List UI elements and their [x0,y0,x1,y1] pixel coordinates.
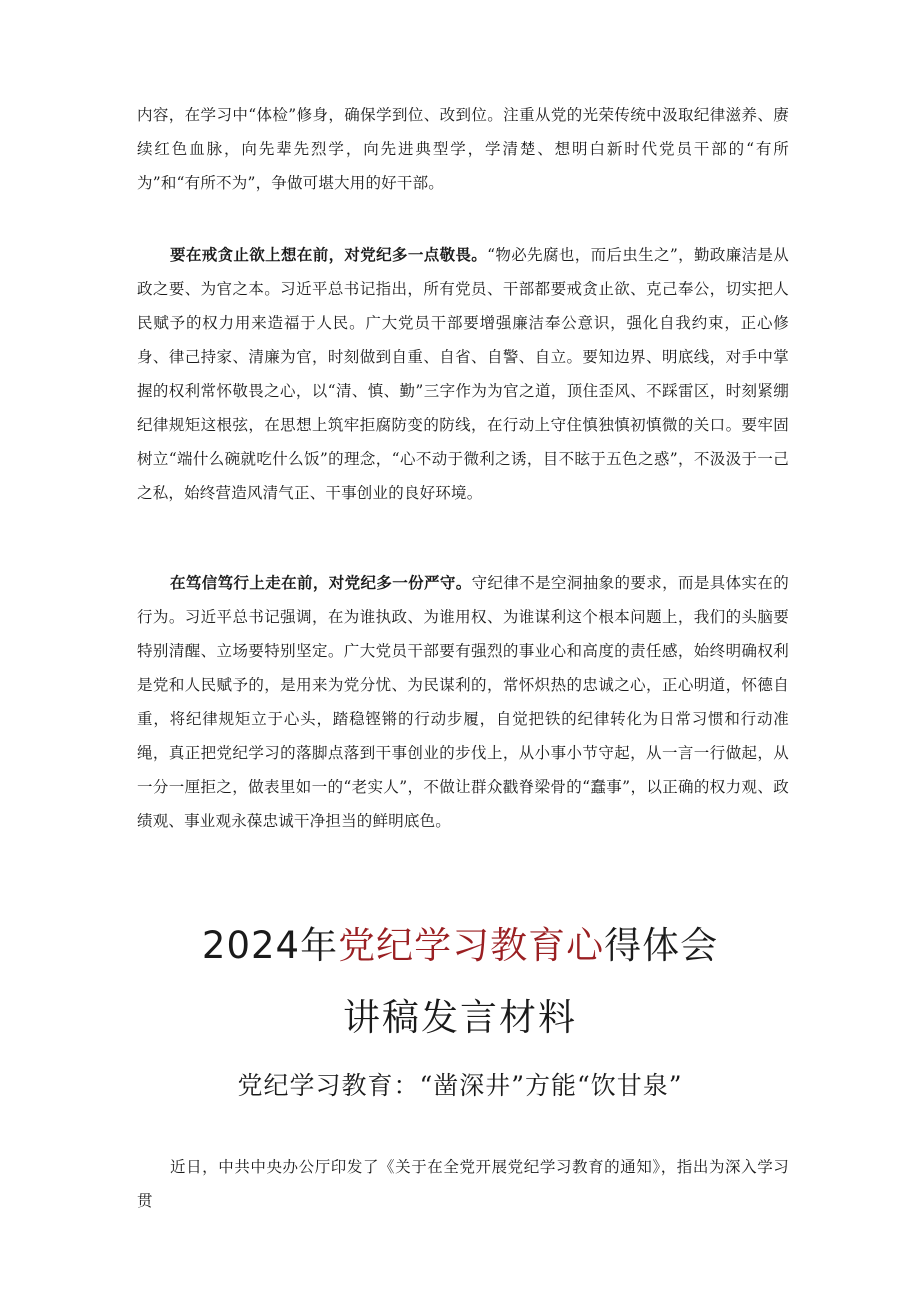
title-tail: 得体会 [604,924,719,967]
title-year: 2024年 [201,924,339,967]
paragraph-3-text: 守纪律不是空洞抽象的要求，而是具体实在的行为。习近平总书记强调，在为谁执政、为谁用权、为谁谋利这个根本问题上，我们的头脑要特别清醒、立场要特别坚定。广大党员干部要有强烈的事业心和高度的责任感，始终明确权利是党和人民赋予的，是用来为党分忧、为民谋利的，常怀炽热的忠诚之心，正心明道，怀德自重，将纪律规矩立于心头，踏稳铿锵的行动步履，自觉把铁的纪律转化为日常习惯和行动准绳，真正把党纪学习的落脚点落到干事创业的步伐上，从小事小节守起，从一言一行做起，从一分一厘拒之，做表里如一的“老实人”，不做让群众戳脊梁骨的“蠢事”，以正确的权力观、政绩观、事业观永葆忠诚干净担当的鲜明底色。 [137,574,789,830]
paragraph-3 [137,566,789,838]
paragraph-1 [137,98,789,200]
paragraph-2-lead: 要在戒贪止欲上想在前，对党纪多一点敬畏。 [170,245,488,264]
document-title-line-2: 讲稿发言材料 [343,996,577,1039]
paragraph-1-text: 内容，在学习中“体检”修身，确保学到位、改到位。注重从党的光荣传统中汲取纪律滋养、赓续红色血脉，向先辈先烈学，向先进典型学，学清楚、想明白新时代党员干部的“有所为”和“有所不为”，争做可堪大用的好干部。 [137,106,789,192]
paragraph-2 [137,238,789,510]
document-subtitle: 党纪学习教育：“凿深井”方能“饮甘泉” [237,1071,683,1100]
paragraph-3-lead: 在笃信笃行上走在前，对党纪多一份严守。 [170,573,472,592]
document-title [0,918,920,974]
paragraph-4 [137,1150,789,1218]
title-accent: 党纪学习教育心 [338,924,605,967]
paragraph-2-text: “物必先腐也，而后虫生之”，勤政廉洁是从政之要、为官之本。习近平总书记指出，所有党员、干部都要戒贪止欲、克己奉公，切实把人民赋予的权力用来造福于人民。广大党员干部要增强廉洁奉公意识，强化自我约束，正心修身、律己持家、清廉为官，时刻做到自重、自省、自警、自立。要知边界、明底线，对手中掌握的权利常怀敬畏之心，以“清、慎、勤”三字作为为官之道，顶住歪风、不踩雷区，时刻紧绷纪律规矩这根弦，在思想上筑牢拒腐防变的防线，在行动上守住慎独慎初慎微的关口。要牢固树立“端什么碗就吃什么饭”的理念，“心不动于微利之诱，目不眩于五色之惑”，不汲汲于一己之私，始终营造风清气正、干事创业的良好环境。 [137,246,789,502]
paragraph-4-text: 近日，中共中央办公厅印发了《关于在全党开展党纪学习教育的通知》，指出为深入学习贯 [137,1158,789,1210]
